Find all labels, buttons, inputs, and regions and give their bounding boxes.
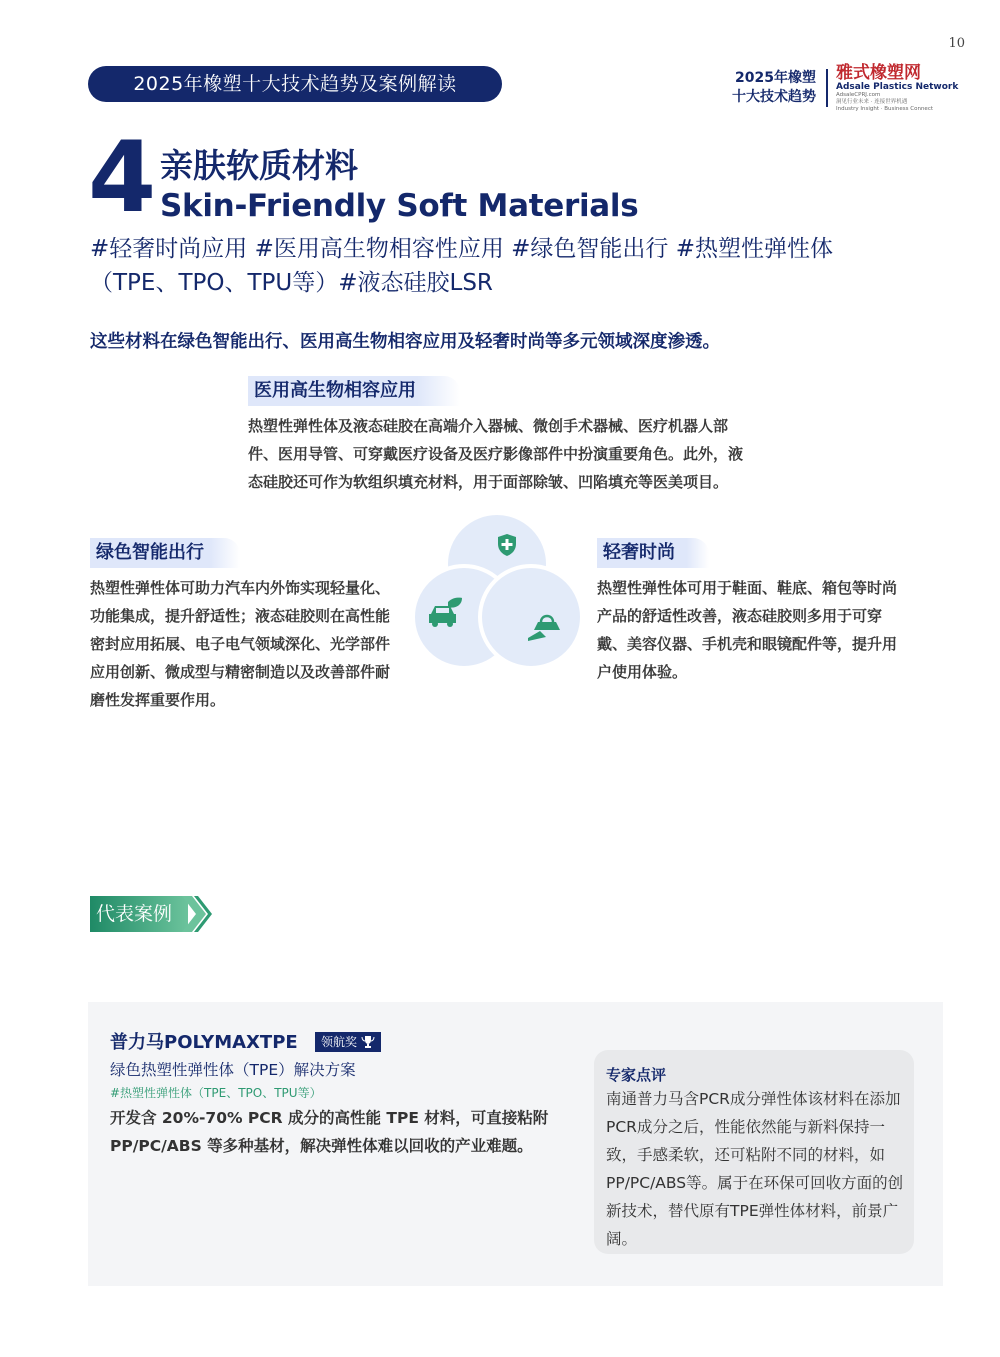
logo-tagline-cn: 洞见行业未来 · 连接世界机遇 (836, 98, 908, 105)
case-description: 开发含 20%-70% PCR 成分的高性能 TPE 材料，可直接粘附 PP/PC/ABS 等多种基材，解决弹性体难以回收的产业难题。 (110, 1109, 549, 1155)
header-subtitle-line1: 2025年橡塑 (735, 70, 816, 86)
header-brand (732, 62, 959, 112)
mobility-application (90, 538, 395, 714)
section-number: 4 (88, 121, 157, 235)
application-venn-diagram (410, 510, 586, 672)
fashion-circle (480, 566, 582, 668)
trophy-icon (361, 1035, 375, 1049)
case-company: 普力马POLYMAXTPE (110, 1032, 298, 1053)
mobility-text: 热塑性弹性体可助力汽车内外饰实现轻量化、功能集成，提升舒适性；液态硅胶则在高性能密封应用拓展、电子电气领域深化、光学部件应用创新、微成型与精密制造以及改善部件耐磨性发挥重要作用。 (90, 579, 391, 709)
section-title-cn: 亲肤软质材料 (160, 146, 358, 185)
award-label: 领航奖 (321, 1035, 358, 1049)
fashion-text: 热塑性弹性体可用于鞋面、鞋底、箱包等时尚产品的舒适性改善，液态硅胶则多用于可穿戴、美容仪器、手机壳和眼镜配件等，提升用户使用体验。 (597, 579, 898, 681)
fashion-label: 轻奢时尚 (597, 538, 709, 568)
award-badge (315, 1032, 381, 1052)
expert-title: 专家点评 (606, 1066, 667, 1084)
medical-label: 医用高生物相容应用 (248, 376, 460, 406)
section-intro: 这些材料在绿色智能出行、医用高生物相容应用及轻奢时尚等多元领域深度渗透。 (90, 332, 720, 352)
report-title-banner: 2025年橡塑十大技术趋势及案例解读 (88, 66, 502, 102)
chevron-right-icon (182, 896, 212, 932)
header-subtitle (732, 69, 828, 107)
header-subtitle-line2: 十大技术趋势 (732, 89, 816, 105)
logo-cn: 雅式橡塑网 (836, 62, 921, 83)
logo-tagline-en: Industry Insight · Business Connect (836, 105, 933, 112)
adsale-logo[interactable] (828, 62, 959, 113)
section-title-en: Skin-Friendly Soft Materials (160, 188, 639, 224)
expert-text: 南通普力马含PCR成分弹性体该材料在添加PCR成分之后，性能依然能与新料保持一致，手感柔软，还可粘附不同的材料，如PP/PC/ABS等。属于在环保可回收方面的创新技术，替代原有TPE弹性体材料，前景广阔。 (606, 1090, 904, 1248)
mobility-label: 绿色智能出行 (90, 538, 240, 568)
case-section-label: 代表案例 (90, 896, 188, 932)
medical-application (248, 376, 748, 496)
fashion-application (597, 538, 917, 686)
case-solution: 绿色热塑性弹性体（TPE）解决方案 (110, 1061, 356, 1079)
page-number: 10 (948, 36, 965, 51)
medical-text: 热塑性弹性体及液态硅胶在高端介入器械、微创手术器械、医疗机器人部件、医用导管、可穿戴医疗设备及医疗影像部件中扮演重要角色。此外，液态硅胶还可作为软组织填充材料，用于面部除皱、凹陷填充等医美项目。 (248, 417, 744, 491)
logo-en: Adsale Plastics Network (836, 81, 959, 92)
section-tags: #轻奢时尚应用 #医用高生物相容性应用 #绿色智能出行 #热塑性弹性体（TPE、TPO、TPU等）#液态硅胶LSR (90, 236, 834, 296)
case-hashtag: #热塑性弹性体（TPE、TPO、TPU等） (110, 1086, 322, 1100)
logo-url: AdsaleCPRJ.com (836, 91, 881, 98)
